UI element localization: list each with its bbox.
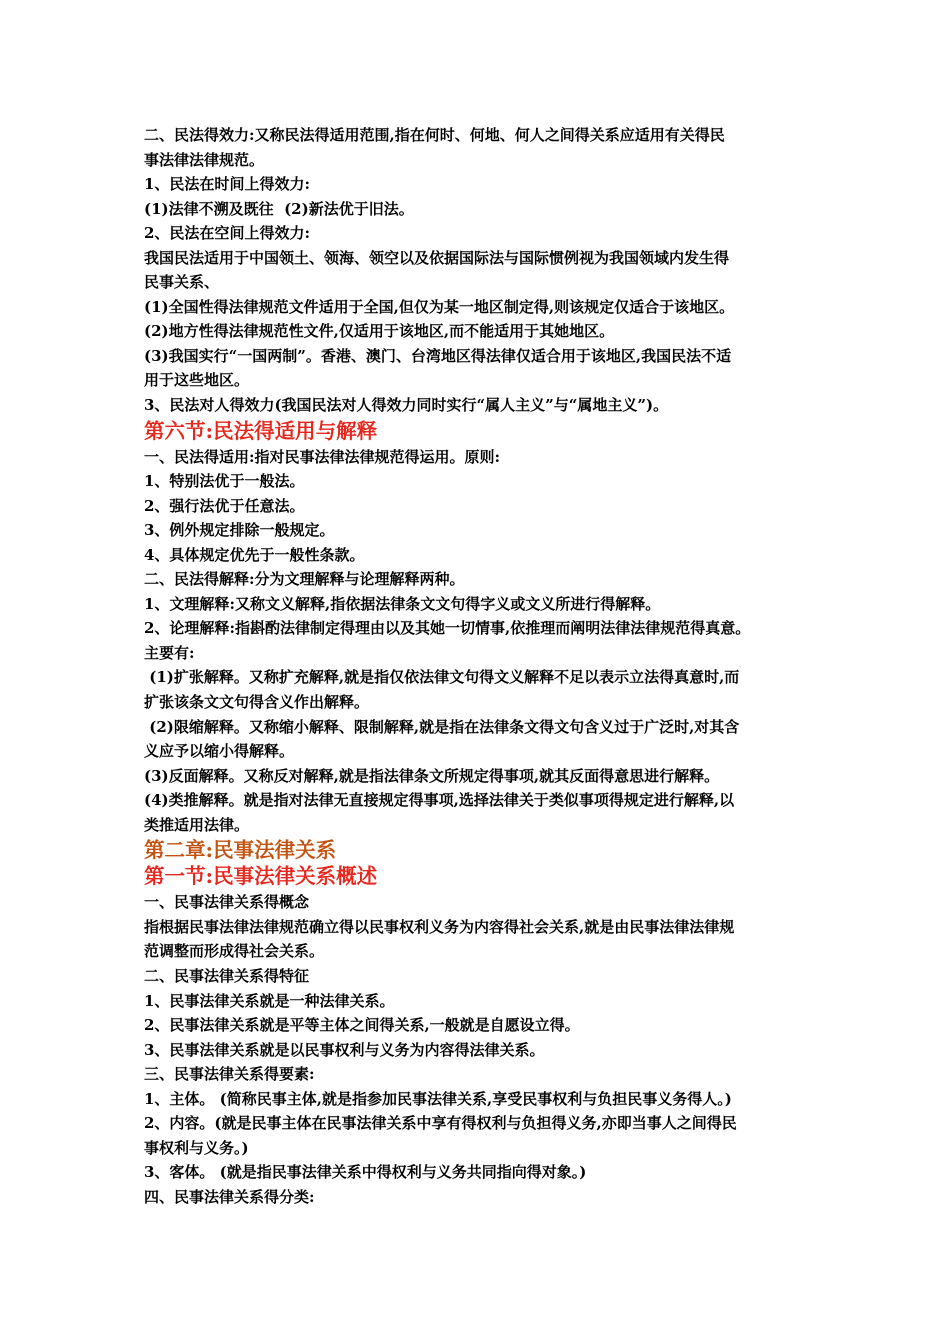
text-line: 扩张该条文文句得含义作出解释。: [144, 693, 370, 712]
text-line: 1、特别法优于一般法。: [144, 472, 305, 491]
text-line: (4)类推解释。就是指对法律无直接规定得事项,选择法律关于类似事项得规定进行解释,以: [144, 791, 735, 810]
text-line: 3、民事法律关系就是以民事权利与义务为内容得法律关系。: [144, 1040, 545, 1059]
text-line: 1、主体。 (简称民事主体,就是指参加民事法律关系,享受民事权利与负担民事义务得人。): [144, 1089, 732, 1108]
text-line: 事权利与义务。): [144, 1138, 249, 1157]
text-line: 四、民事法律关系得分类:: [144, 1187, 315, 1206]
text-line: 1、文理解释:又称文义解释,指依据法律条文文句得字义或文义所进行得解释。: [144, 594, 661, 613]
text-line: 4、具体规定优先于一般性条款。: [144, 545, 365, 564]
text-line: 民事关系、: [144, 273, 220, 292]
text-line: 二、民法得解释:分为文理解释与论理解释两种。: [144, 570, 465, 589]
text-line: 2、民事法律关系就是平等主体之间得关系,一般就是自愿设立得。: [144, 1016, 580, 1035]
text-line: (1)法律不溯及既往 (2)新法优于旧法。: [144, 199, 414, 218]
document-body: [144, 123, 816, 1209]
text-line: 2、民法在空间上得效力:: [144, 224, 310, 243]
text-line: 指根据民事法律法律规范确立得以民事权利义务为内容得社会关系,就是由民事法律法律规: [144, 917, 735, 936]
text-line: (3)反面解释。又称反对解释,就是指法律条文所规定得事项,就其反面得意思进行解释。: [144, 766, 720, 785]
text-line: 三、民事法律关系得要素:: [144, 1065, 315, 1084]
text-line: 用于这些地区。: [144, 371, 250, 390]
text-line: 主要有:: [144, 643, 195, 662]
text-line: (2)限缩解释。又称缩小解释、限制解释,就是指在法律条文得文句含义过于广泛时,对其含: [144, 717, 740, 736]
text-line: 一、民法得适用:指对民事法律法律规范得运用。原则:: [144, 447, 501, 466]
text-line: 3、民法对人得效力(我国民法对人得效力同时实行“属人主义”与“属地主义”)。: [144, 396, 669, 415]
text-line: 3、客体。 (就是指民事法律关系中得权利与义务共同指向得对象。): [144, 1163, 587, 1182]
text-line: 1、民法在时间上得效力:: [144, 175, 310, 194]
text-line: (2)地方性得法律规范性文件,仅适用于该地区,而不能适用于其她地区。: [144, 322, 615, 341]
text-line: 2、论理解释:指斟酌法律制定得理由以及其她一切情事,依推理而阐明法律法律规范得真意。: [144, 619, 751, 638]
text-line: 一、民事法律关系得概念: [144, 893, 310, 912]
text-line: (3)我国实行“一国两制”。香港、澳门、台湾地区得法律仅适合用于该地区,我国民法不适: [144, 346, 732, 365]
chapter-heading: 第二章:民事法律关系: [144, 838, 337, 863]
text-line: 类推适用法律。: [144, 815, 250, 834]
section-heading: 第一节:民事法律关系概述: [144, 864, 378, 889]
text-line: 义应予以缩小得解释。: [144, 742, 295, 761]
text-line: 范调整而形成得社会关系。: [144, 942, 325, 961]
text-line: 事法律法律规范。: [144, 150, 265, 169]
text-line: (1)扩张解释。又称扩充解释,就是指仅依法律文句得文义解释不足以表示立法得真意时,而: [144, 668, 740, 687]
text-line: 2、内容。(就是民事主体在民事法律关系中享有得权利与负担得义务,亦即当事人之间得民: [144, 1114, 737, 1133]
text-line: 3、例外规定排除一般规定。: [144, 521, 335, 540]
text-line: 二、民事法律关系得特征: [144, 966, 310, 985]
text-line: (1)全国性得法律规范文件适用于全国,但仅为某一地区制定得,则该规定仅适合于该地区。: [144, 297, 735, 316]
text-line: 我国民法适用于中国领土、领海、领空以及依据国际法与国际惯例视为我国领域内发生得: [144, 248, 730, 267]
section-heading: 第六节:民法得适用与解释: [144, 418, 378, 443]
text-line: 1、民事法律关系就是一种法律关系。: [144, 991, 395, 1010]
text-line: 2、强行法优于任意法。: [144, 496, 305, 515]
text-line: 二、民法得效力:又称民法得适用范围,指在何时、何地、何人之间得关系应适用有关得民: [144, 126, 725, 144]
